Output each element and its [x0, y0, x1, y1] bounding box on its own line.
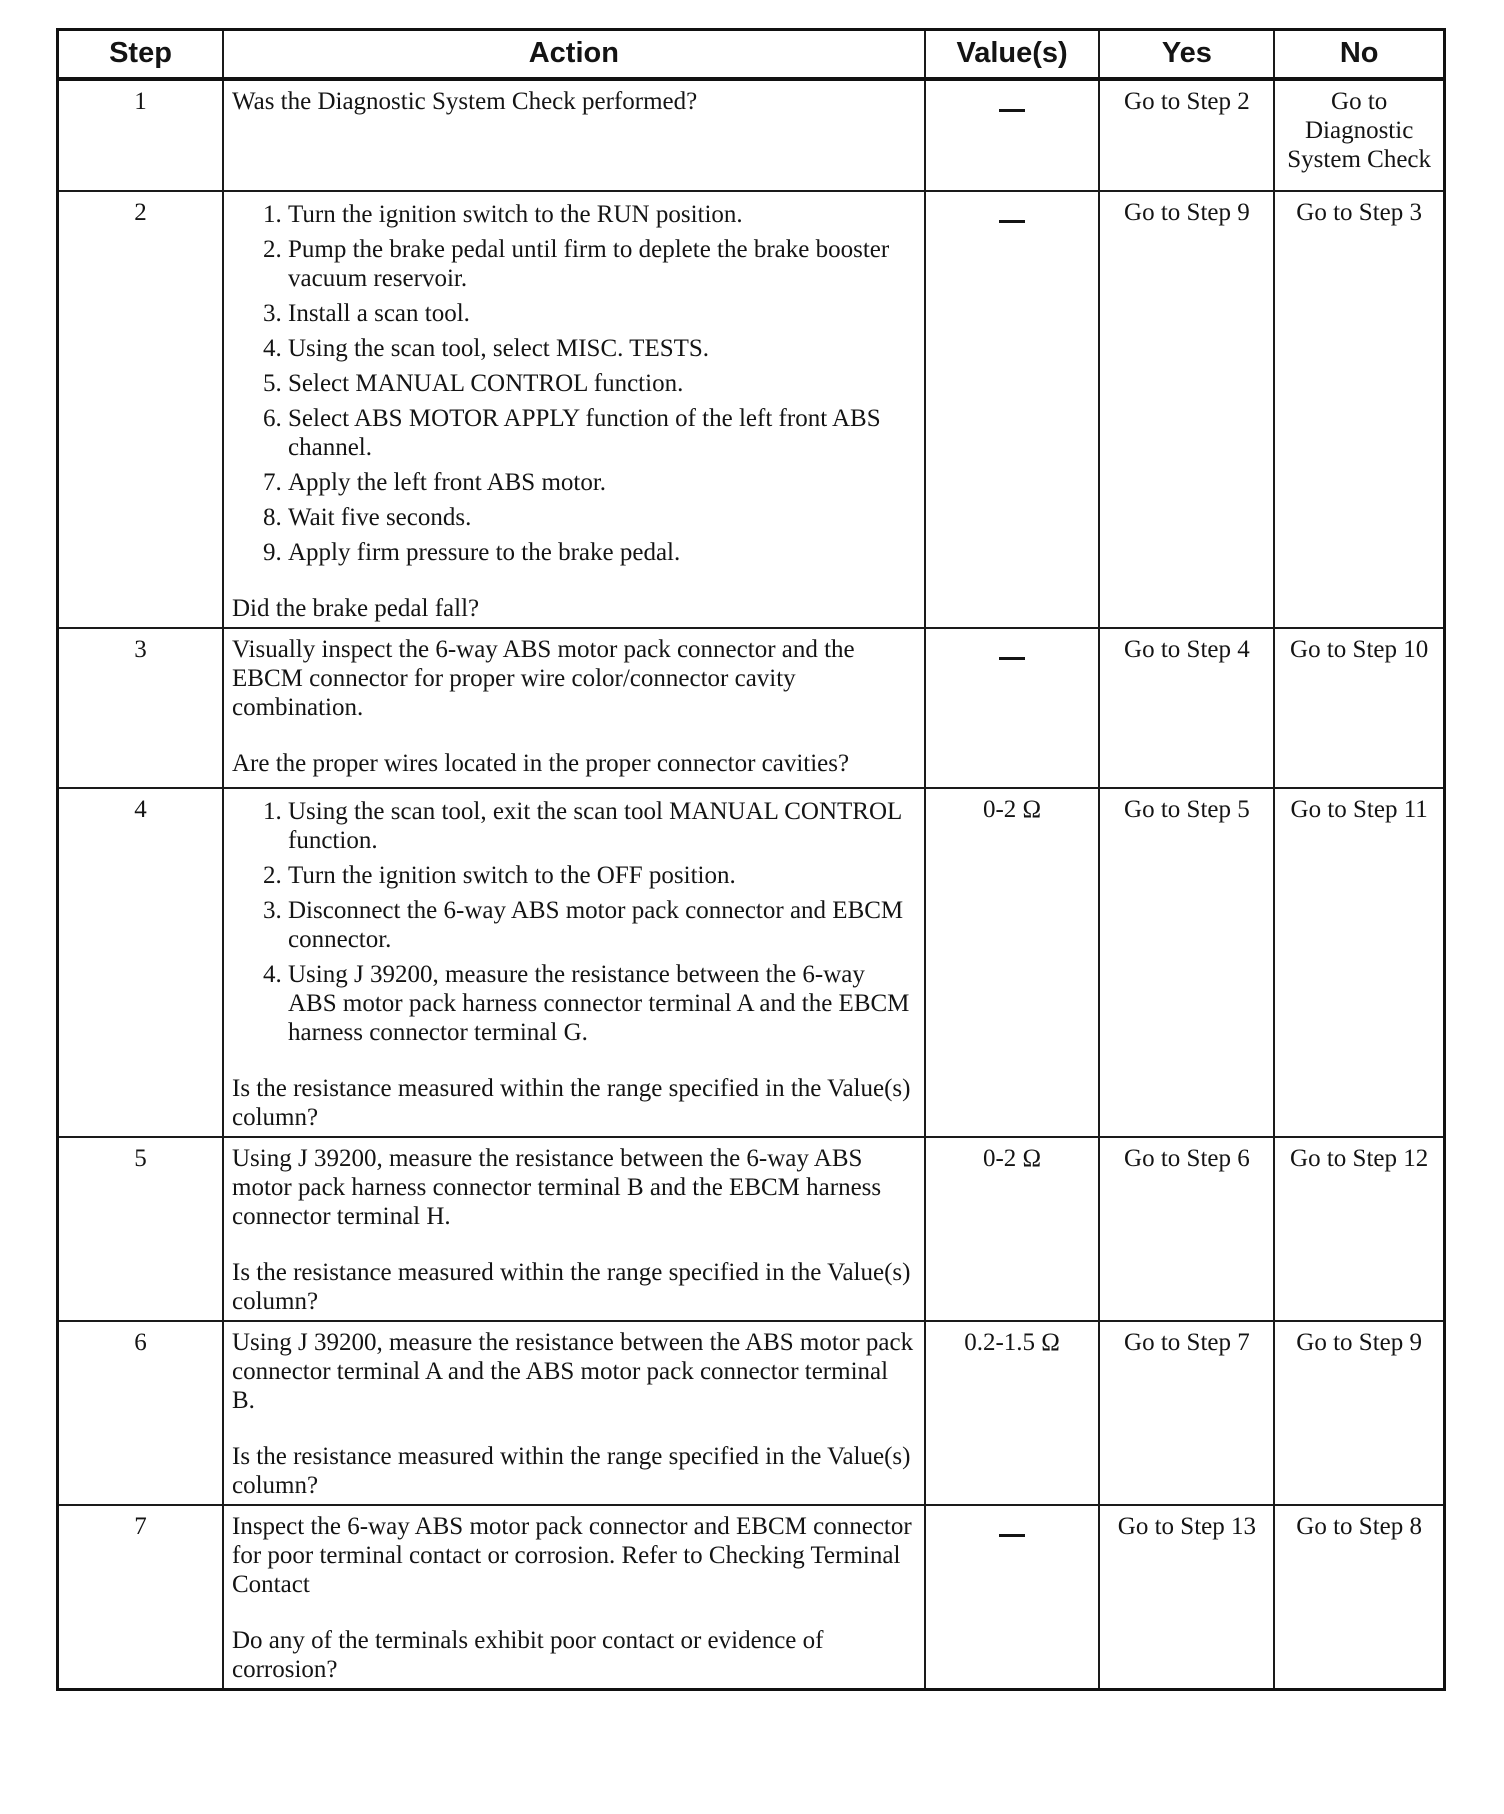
action-step: 1. Using the scan tool, exit the scan tool MANUAL CONTROL function.: [288, 797, 916, 855]
action-question: Do any of the terminals exhibit poor contact or evidence of corrosion?: [232, 1627, 824, 1683]
value-cell: [925, 1505, 1100, 1690]
action-step: 7. Apply the left front ABS motor.: [288, 468, 916, 497]
step-number: 7: [58, 1505, 224, 1690]
action-question: Is the resistance measured within the range specified in the Value(s) column?: [232, 1259, 911, 1315]
no-cell: Go to Step 11: [1274, 788, 1444, 1137]
step-number: 6: [58, 1321, 224, 1505]
value-cell: [925, 79, 1100, 191]
step-number: 4: [58, 788, 224, 1137]
action-steps-list: [232, 797, 916, 1047]
dash-mark: [999, 220, 1025, 223]
action-step: 8. Wait five seconds.: [288, 503, 916, 532]
action-question: Are the proper wires located in the proper connector cavities?: [232, 750, 850, 777]
diagnostic-table: [56, 28, 1446, 1691]
action-cell: [223, 191, 925, 628]
value-cell: 0-2 Ω: [925, 788, 1100, 1137]
dash-mark: [999, 1534, 1025, 1537]
action-cell: [223, 79, 925, 191]
step-number: 5: [58, 1137, 224, 1321]
no-cell: Go to Diagnostic System Check: [1274, 79, 1444, 191]
step-number: 1: [58, 79, 224, 191]
action-text: Was the Diagnostic System Check performed?: [232, 88, 698, 115]
value-cell: [925, 628, 1100, 788]
header-action: Action: [223, 30, 925, 80]
action-step: 2. Turn the ignition switch to the OFF position.: [288, 861, 916, 890]
no-cell: Go to Step 8: [1274, 1505, 1444, 1690]
action-step: 5. Select MANUAL CONTROL function.: [288, 369, 916, 398]
yes-cell: Go to Step 9: [1099, 191, 1274, 628]
action-cell: [223, 1505, 925, 1690]
table-row: [58, 788, 1445, 1137]
action-step: 3. Install a scan tool.: [288, 299, 916, 328]
action-cell: [223, 1137, 925, 1321]
action-step: 4. Using the scan tool, select MISC. TESTS.: [288, 334, 916, 363]
header-row: [58, 30, 1445, 80]
yes-cell: Go to Step 13: [1099, 1505, 1274, 1690]
table-row: [58, 1321, 1445, 1505]
dash-mark: [999, 657, 1025, 660]
header-step: Step: [58, 30, 224, 80]
table-row: [58, 79, 1445, 191]
action-step: 2. Pump the brake pedal until firm to deplete the brake booster vacuum reservoir.: [288, 235, 916, 293]
action-step: 1. Turn the ignition switch to the RUN position.: [288, 200, 916, 229]
action-step: 9. Apply firm pressure to the brake pedal.: [288, 538, 916, 567]
header-yes: Yes: [1099, 30, 1274, 80]
table-row: [58, 1137, 1445, 1321]
action-cell: [223, 628, 925, 788]
no-cell: Go to Step 3: [1274, 191, 1444, 628]
yes-cell: Go to Step 5: [1099, 788, 1274, 1137]
table-row: [58, 1505, 1445, 1690]
action-text: Using J 39200, measure the resistance between the ABS motor pack connector terminal A and the ABS motor pack connector terminal B.: [232, 1329, 914, 1414]
step-number: 2: [58, 191, 224, 628]
no-cell: Go to Step 12: [1274, 1137, 1444, 1321]
yes-cell: Go to Step 6: [1099, 1137, 1274, 1321]
value-cell: [925, 191, 1100, 628]
action-text: Visually inspect the 6-way ABS motor pack connector and the EBCM connector for proper wire color/connector cavity combination.: [232, 636, 855, 721]
dash-mark: [999, 109, 1025, 112]
action-cell: [223, 1321, 925, 1505]
action-cell: [223, 788, 925, 1137]
yes-cell: Go to Step 2: [1099, 79, 1274, 191]
action-step: 6. Select ABS MOTOR APPLY function of the left front ABS channel.: [288, 404, 916, 462]
yes-cell: Go to Step 4: [1099, 628, 1274, 788]
table-row: [58, 191, 1445, 628]
header-values: Value(s): [925, 30, 1100, 80]
action-step: 3. Disconnect the 6-way ABS motor pack connector and EBCM connector.: [288, 896, 916, 954]
action-question: Is the resistance measured within the range specified in the Value(s) column?: [232, 1443, 911, 1499]
no-cell: Go to Step 10: [1274, 628, 1444, 788]
action-step: 4. Using J 39200, measure the resistance between the 6-way ABS motor pack harness connector terminal A and the EBCM harness connector terminal G.: [288, 960, 916, 1047]
table-row: [58, 628, 1445, 788]
step-number: 3: [58, 628, 224, 788]
header-no: No: [1274, 30, 1444, 80]
no-cell: Go to Step 9: [1274, 1321, 1444, 1505]
action-steps-list: [232, 200, 916, 567]
action-text: Using J 39200, measure the resistance between the 6-way ABS motor pack harness connector terminal B and the EBCM harness connector terminal H.: [232, 1145, 882, 1230]
action-question: Did the brake pedal fall?: [232, 595, 480, 622]
yes-cell: Go to Step 7: [1099, 1321, 1274, 1505]
action-question: Is the resistance measured within the range specified in the Value(s) column?: [232, 1075, 911, 1131]
value-cell: 0-2 Ω: [925, 1137, 1100, 1321]
action-text: Inspect the 6-way ABS motor pack connector and EBCM connector for poor terminal contact or corrosion. Refer to Checking Terminal Contact: [232, 1513, 912, 1598]
value-cell: 0.2-1.5 Ω: [925, 1321, 1100, 1505]
